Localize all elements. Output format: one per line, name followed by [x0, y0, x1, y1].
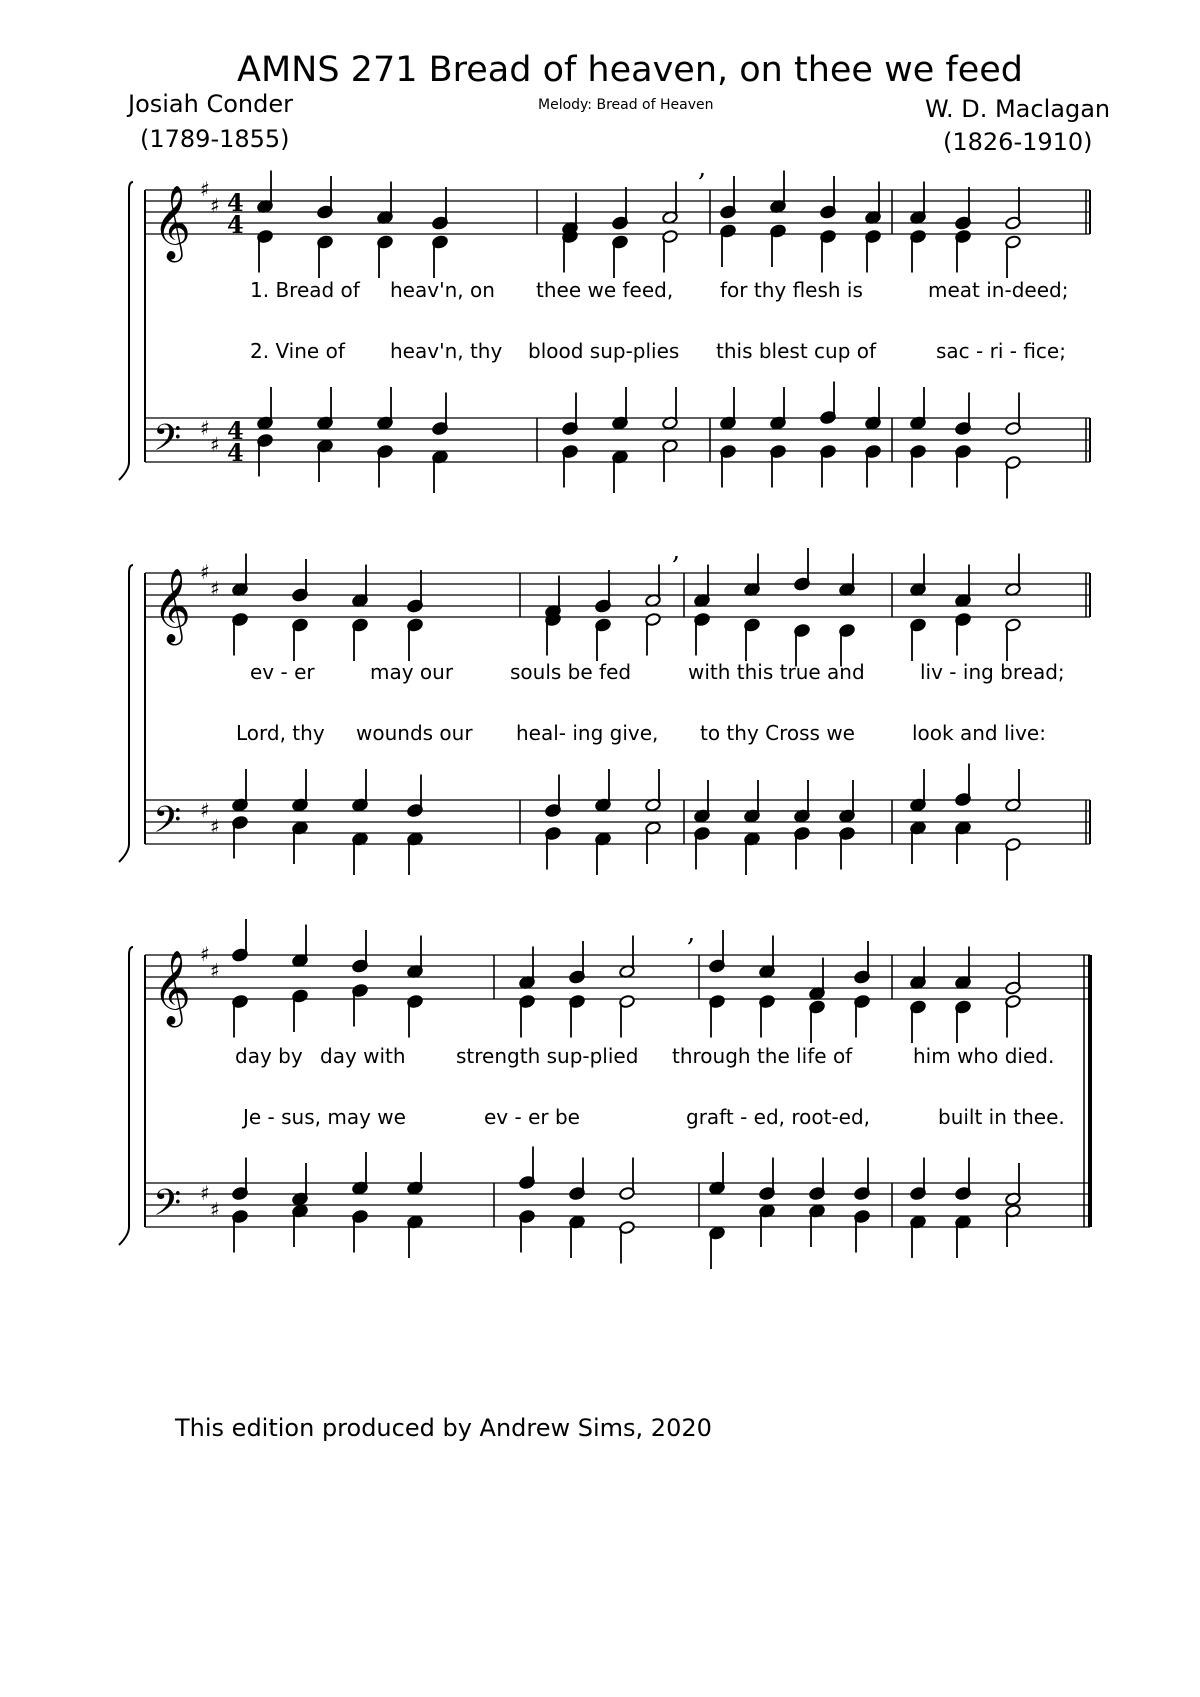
- lyric-syllable: through the life of: [672, 1044, 853, 1068]
- key-sharp: ♯: [210, 814, 220, 839]
- key-sharp: ♯: [210, 1197, 220, 1222]
- lyric-syllable: him who died.: [913, 1044, 1055, 1068]
- lyric-syllable: day with: [320, 1044, 406, 1068]
- lyric-syllable: built in thee.: [938, 1105, 1065, 1129]
- lyric-syllable: heav'n, thy: [390, 339, 503, 363]
- treble-clef: 𝄞: [153, 569, 191, 643]
- composer-dates: (1826-1910): [943, 128, 1093, 156]
- lyric-syllable: heav'n, on: [390, 278, 495, 302]
- system-bracket: [119, 947, 133, 1245]
- lyric-syllable: liv - ing bread;: [920, 660, 1065, 684]
- system-bracket: [119, 565, 133, 862]
- lyric-syllable: ev - er: [250, 660, 315, 684]
- system-bracket: [119, 182, 133, 480]
- key-sharp: ♯: [200, 416, 210, 440]
- breath-mark: ,: [672, 536, 681, 566]
- key-sharp: ♯: [200, 177, 210, 201]
- key-sharp: ♯: [210, 432, 220, 457]
- time-signature: 4: [227, 210, 244, 239]
- lyric-syllable: Je - sus, may we: [243, 1105, 406, 1129]
- lyric-syllable: souls be fed: [510, 660, 632, 684]
- time-signature: 4: [227, 416, 244, 445]
- lyric-syllable: may our: [370, 660, 454, 684]
- lyric-syllable: strength sup-plied: [456, 1044, 639, 1068]
- melody-name: Melody: Bread of Heaven: [538, 97, 714, 113]
- edition-credit: This edition produced by Andrew Sims, 2020: [175, 1414, 712, 1442]
- bass-clef: 𝄢: [153, 417, 182, 468]
- lyric-syllable: wounds our: [356, 721, 473, 745]
- treble-clef: 𝄞: [153, 186, 191, 260]
- lyric-syllable: ev - er be: [484, 1105, 580, 1129]
- lyric-syllable: Lord, thy: [236, 721, 325, 745]
- lyric-syllable: to thy Cross we: [700, 721, 855, 745]
- lyric-syllable: 2. Vine of: [250, 339, 345, 363]
- bass-clef: 𝄢: [153, 799, 182, 850]
- lyric-syllable: this blest cup of: [716, 339, 877, 363]
- time-signature: 4: [227, 438, 244, 467]
- lyric-syllable: for thy flesh is: [720, 278, 863, 302]
- treble-clef: 𝄞: [153, 951, 191, 1025]
- key-sharp: ♯: [210, 193, 220, 218]
- lyric-syllable: sac - ri - fice;: [936, 339, 1066, 363]
- lyric-syllable: blood sup-plies: [528, 339, 680, 363]
- lyric-syllable: thee we feed,: [536, 278, 674, 302]
- composer-name: W. D. Maclagan: [925, 95, 1111, 123]
- lyric-syllable: day by: [235, 1044, 303, 1068]
- key-sharp: ♯: [210, 576, 220, 601]
- author-name: Josiah Conder: [128, 90, 293, 118]
- key-sharp: ♯: [200, 560, 210, 584]
- lyric-syllable: 1. Bread of: [250, 278, 360, 302]
- lyric-syllable: meat in-deed;: [928, 278, 1069, 302]
- hymn-title: AMNS 271 Bread of heaven, on thee we feed: [237, 50, 1023, 90]
- key-sharp: ♯: [210, 958, 220, 983]
- breath-mark: ,: [698, 153, 707, 183]
- key-sharp: ♯: [200, 1181, 210, 1205]
- author-dates: (1789-1855): [140, 125, 290, 153]
- key-sharp: ♯: [200, 798, 210, 822]
- lyric-syllable: heal- ing give,: [516, 721, 659, 745]
- lyric-syllable: look and live:: [912, 721, 1046, 745]
- bass-clef: 𝄢: [153, 1182, 182, 1233]
- time-signature: 4: [227, 188, 244, 217]
- lyric-syllable: with this true and: [688, 660, 865, 684]
- lyric-syllable: graft - ed, root-ed,: [686, 1105, 871, 1129]
- breath-mark: ,: [687, 918, 696, 948]
- key-sharp: ♯: [200, 942, 210, 966]
